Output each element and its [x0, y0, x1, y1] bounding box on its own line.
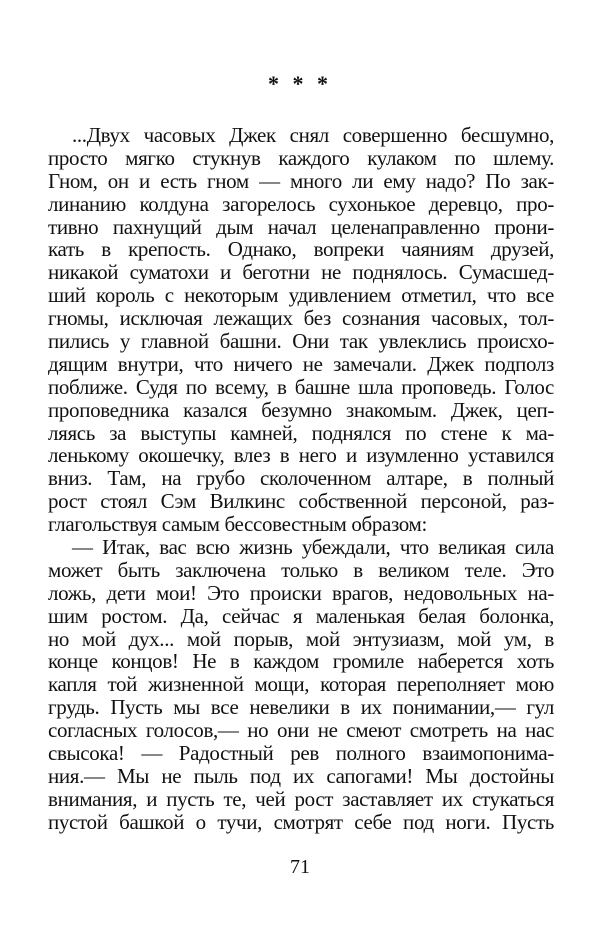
text-line: внимания, и пусть те, чей рост заставляет их стукаться [48, 786, 554, 811]
text-line: никакой суматохи и беготни не поднялось. Сумасшед- [48, 260, 554, 285]
text-line: линанию колдуна загорелось сухонькое деревцо, про- [48, 191, 554, 216]
text-line: пустой башкой о тучи, смотрят себе под ноги. Пусть [48, 809, 554, 834]
text-line: но мой дух... мой порыв, мой энтузиазм, мой ум, в [48, 626, 554, 651]
text-line: тивно пахнущий дым начал целенаправленно прони- [48, 214, 554, 239]
text-line: просто мягко стукнув каждого кулаком по шлему. [48, 145, 554, 170]
text-line: ленькому окошечку, влез в него и изумленно уставился [48, 443, 554, 468]
text-line: ляясь за выступы камней, поднялся по стене к ма- [48, 420, 554, 445]
text-line: Гном, он и есть гном — много ли ему надо? По зак- [48, 168, 554, 193]
text-line: вниз. Там, на грубо сколоченном алтаре, в полный [48, 466, 554, 491]
text-line: согласных голосов,— но они не смеют смотреть на нас [48, 718, 554, 743]
body-text [48, 124, 554, 834]
text-line: ший король с некоторым удивлением отметил, что все [48, 283, 554, 308]
text-line: проповедника казался безумно знакомым. Джек, цеп- [48, 397, 554, 422]
section-separator: * * * [268, 71, 332, 96]
text-line: кать в крепость. Однако, вопреки чаяниям друзей, [48, 237, 554, 262]
text-line: ложь, дети мои! Это происки врагов, недовольных на- [48, 580, 554, 605]
text-line: глагольствуя самым бессовестным образом: [48, 512, 427, 537]
page-number: 71 [290, 856, 310, 878]
text-line: гномы, исключая лежащих без сознания часовых, тол- [48, 306, 554, 331]
text-line: поближе. Судя по всему, в башне шла проповедь. Голос [48, 374, 554, 399]
text-line: грудь. Пусть мы все невелики в их понимании,— гул [48, 695, 554, 720]
text-line: дящим внутри, что ничего не замечали. Джек подполз [48, 351, 554, 376]
text-line: рост стоял Сэм Вилкинс собственной персоной, раз- [48, 489, 554, 514]
text-line: ния.— Мы не пыль под их сапогами! Мы достойны [48, 763, 554, 788]
text-line: капля той жизненной мощи, которая переполняет мою [48, 672, 554, 697]
text-line: свысока! — Радостный рев полного взаимопонима- [48, 741, 554, 766]
text-line: может быть заключена только в великом теле. Это [48, 557, 554, 582]
text-line: — Итак, вас всю жизнь убеждали, что великая сила [72, 535, 554, 560]
text-line: ...Двух часовых Джек снял совершенно бесшумно, [72, 123, 554, 147]
text-line: конце концов! Не в каждом громиле наберется хоть [48, 649, 554, 674]
text-line: шим ростом. Да, сейчас я маленькая белая болонка, [48, 603, 554, 628]
text-line: пились у главной башни. Они так увлеклись происхо- [48, 329, 554, 354]
